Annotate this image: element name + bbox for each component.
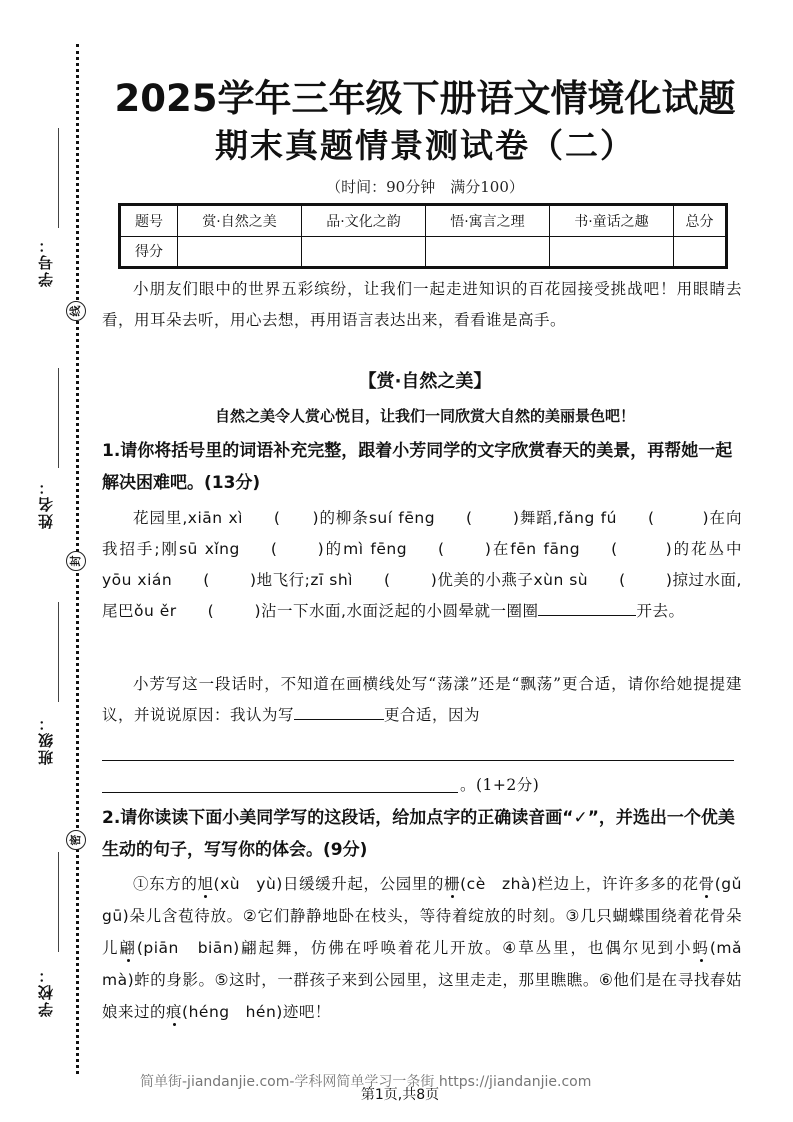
pinyin-choice[interactable]: (héng hén)迹吧！ [182, 1003, 331, 1021]
score-table-score-row [120, 236, 727, 268]
seal-mark-xian: 线 [66, 301, 86, 321]
passage-text: 掠过水面,尾巴 [102, 571, 742, 620]
row-label-question: 题号 [120, 205, 178, 237]
passage-text: 地飞行; [256, 571, 311, 589]
question-1-points: 。(1+2分) [460, 776, 540, 794]
student-id-input[interactable] [58, 128, 59, 228]
school-label: 学校： [36, 966, 55, 1017]
answer-blank[interactable]: ( ) [466, 509, 520, 527]
exam-title: 2025学年三年级下册语文情境化试题 [114, 77, 736, 120]
passage-text: 在向我招手;刚 [102, 509, 742, 558]
answer-blank[interactable]: ( ) [273, 509, 320, 527]
section-intro: 自然之美令人赏心悦目，让我们一同欣赏大自然的美丽景色吧！ [214, 407, 635, 425]
passage-text: 的 [324, 540, 344, 558]
dotted-character: 翩 [119, 939, 137, 957]
dotted-character: 蚂 [692, 939, 710, 957]
score-cell[interactable] [549, 236, 673, 268]
pinyin: ǒu ěr [134, 602, 177, 620]
answer-blank[interactable]: ( ) [438, 540, 492, 558]
dotted-character: 栅 [444, 875, 461, 893]
name-input[interactable] [58, 368, 59, 468]
score-cell[interactable] [425, 236, 549, 268]
answer-blank[interactable]: ( ) [647, 509, 710, 527]
student-id-label: 学号： [36, 236, 55, 287]
word-choice-blank[interactable] [294, 702, 384, 720]
watermark: 简单街-jiandanjie.com-学科网简单学习一条街 https://jiandanjie.com [140, 1074, 592, 1090]
question-2-passage [102, 868, 758, 1028]
pinyin-choice[interactable]: (mǎ mà)蚱的身影。⑤这时，一群孩子来到公园里，这里走走，那里瞧瞧。⑥他们是在寻找春姑娘来过的 [102, 939, 758, 1021]
score-cell[interactable] [301, 236, 425, 268]
answer-blank[interactable]: ( ) [383, 571, 438, 589]
school-input[interactable] [58, 852, 59, 952]
score-cell[interactable] [673, 236, 726, 268]
reason-answer-line-1[interactable] [102, 760, 734, 761]
pinyin: fǎng fú [558, 509, 617, 527]
exam-subtitle: 期末真题情景测试卷（二） [215, 126, 635, 165]
reason-answer-line-2[interactable] [102, 792, 458, 793]
passage-text: 开去。 [636, 602, 685, 620]
score-cell[interactable] [178, 236, 302, 268]
school-field [30, 966, 60, 1017]
answer-blank[interactable]: ( ) [203, 571, 257, 589]
class-field [30, 714, 60, 765]
pinyin: yōu xián [102, 571, 173, 589]
answer-blank[interactable]: ( ) [270, 540, 325, 558]
column-header: 品·文化之韵 [301, 205, 425, 237]
answer-underline[interactable] [538, 598, 636, 616]
pinyin: fēn fāng [510, 540, 581, 558]
question-2-prompt: 2.请你读读下面小美同学写的这段话，给加点字的正确读音画“✓”，并选出一个优美生动的句子，写写你的体会。(9分) [102, 808, 735, 860]
column-header: 总分 [673, 205, 726, 237]
dotted-character: 骨 [698, 875, 715, 893]
student-id-field [30, 236, 60, 287]
column-header: 悟·寓言之理 [425, 205, 549, 237]
pinyin: xùn sù [533, 571, 589, 589]
pinyin: zī shì [310, 571, 353, 589]
pinyin-choice[interactable]: (xù yù)日缓缓升起，公园里的 [213, 875, 445, 893]
question-1-followup [102, 669, 742, 731]
dotted-character: 旭 [197, 875, 214, 893]
intro-paragraph: 小朋友们眼中的世界五彩缤纷，让我们一起走进知识的百花园接受挑战吧！用眼睛去看，用耳朵去听，用心去想，再用语言表达出来，看看谁是高手。 [102, 280, 742, 329]
seal-mark-feng: 封 [66, 551, 86, 571]
passage-text: ①东方的 [133, 875, 198, 893]
passage-text: 在 [491, 540, 511, 558]
row-label-score: 得分 [120, 236, 178, 268]
class-label: 班级： [36, 714, 55, 765]
pinyin-choice[interactable]: (gǔ gū)朵儿含苞待放。②它们静静地卧在枝头，等待着绽放的时刻。③几只蝴蝶围绕着花骨朵儿 [102, 875, 758, 957]
name-label: 姓名： [36, 478, 55, 529]
column-header: 赏·自然之美 [178, 205, 302, 237]
followup-text: 小芳写这一段话时，不知道在画横线处写“荡漾”还是“飘荡”更合适，请你给她提提建议，并说说原因：我认为写 [102, 675, 742, 724]
passage-text: 的柳条 [319, 509, 369, 527]
answer-blank[interactable]: ( ) [611, 540, 673, 558]
exam-time-score: （时间：90分钟 满分100） [326, 178, 524, 196]
question-1-prompt: 1.请你将括号里的词语补充完整，跟着小芳同学的文字欣赏春天的美景，再帮她一起解决困难吧。(13分) [102, 441, 733, 493]
dotted-character: 痕 [166, 1003, 183, 1021]
passage-text: 舞蹈, [519, 509, 559, 527]
pinyin-choice[interactable]: (cè zhà)栏边上，许许多多的花 [460, 875, 699, 893]
column-header: 书·童话之趣 [549, 205, 673, 237]
pinyin-choice[interactable]: (piān biān)翩起舞，仿佛在呼唤着花儿开放。④草丛里，也偶尔见到小 [136, 939, 693, 957]
pinyin: mì fēng [343, 540, 408, 558]
name-field [30, 478, 60, 529]
score-table [118, 203, 728, 269]
followup-text: 更合适，因为 [384, 706, 481, 724]
question-1-passage [102, 503, 742, 627]
passage-text: 花园里, [133, 509, 188, 527]
passage-text: 的花丛中 [672, 540, 742, 558]
class-input[interactable] [58, 602, 59, 702]
pinyin: xiān xì [187, 509, 243, 527]
passage-text: 沾一下水面,水面泛起的小圆晕就一圈圈 [261, 602, 539, 620]
pinyin: sū xǐng [178, 540, 240, 558]
passage-text: 优美的小燕子 [437, 571, 534, 589]
answer-blank[interactable]: ( ) [619, 571, 673, 589]
seal-mark-mi: 密 [66, 830, 86, 850]
score-table-header-row [120, 205, 727, 237]
section-heading: 【赏·自然之美】 [358, 371, 492, 392]
page-number: 第1页,共8页 [360, 1087, 440, 1103]
answer-blank[interactable]: ( ) [207, 602, 262, 620]
pinyin: suí fēng [368, 509, 436, 527]
